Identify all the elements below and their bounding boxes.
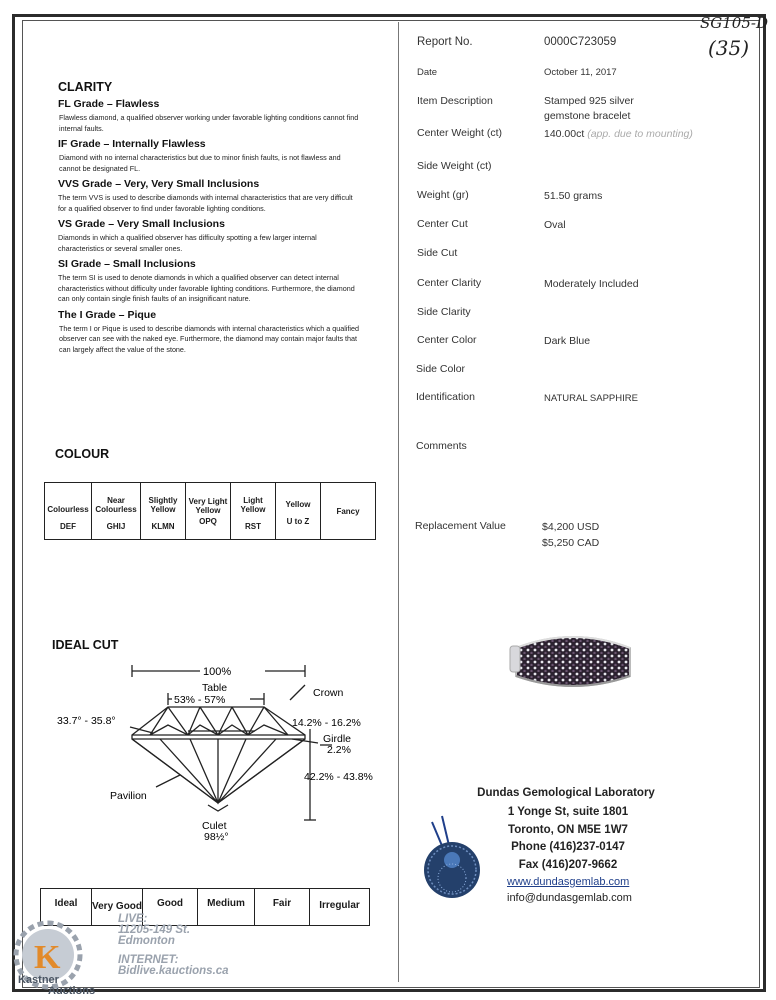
handwritten-code: SG105-D bbox=[700, 14, 768, 32]
label-comments: Comments bbox=[416, 440, 467, 452]
value-item-description-1: Stamped 925 silver bbox=[544, 95, 634, 107]
label-weight-gr: Weight (gr) bbox=[417, 189, 469, 201]
colour-scale-table bbox=[44, 482, 376, 540]
label-pavilion-depth: 42.2% - 43.8% bbox=[304, 771, 373, 783]
colour-cell-fancy bbox=[321, 483, 376, 540]
label-report-no: Report No. bbox=[417, 36, 473, 48]
lab-website-link[interactable]: www.dundasgemlab.com bbox=[507, 876, 630, 888]
colour-cell-near-colourless bbox=[92, 483, 141, 540]
value-date: October 11, 2017 bbox=[544, 67, 617, 78]
colour-title: COLOUR bbox=[55, 447, 110, 461]
value-weight-gr: 51.50 grams bbox=[544, 190, 603, 202]
cut-grade-fair bbox=[255, 889, 310, 926]
diamond-cut-diagram bbox=[40, 655, 390, 845]
lab-name: Dundas Gemological Laboratory bbox=[477, 787, 655, 799]
colour-cell-slightly-yellow bbox=[141, 483, 186, 540]
kastner-brand2: Auctions bbox=[48, 985, 96, 995]
label-side-clarity: Side Clarity bbox=[417, 306, 471, 318]
grade-heading: SI Grade – Small Inclusions bbox=[58, 258, 196, 270]
colour-code: OPQ bbox=[199, 516, 217, 526]
hologram-seal bbox=[418, 812, 488, 902]
value-report-no: 0000C723059 bbox=[544, 36, 617, 48]
colour-name: Fancy bbox=[336, 506, 360, 516]
value-center-weight bbox=[544, 128, 693, 140]
cut-grade-label: Good bbox=[156, 897, 184, 909]
grade-text: The term SI is used to denote diamonds in which a qualified observer can detect internal characteristics without difficulty under favorable lighting conditions. Furthermore, the diamond can only contain single finish faults of an insignificant nature. bbox=[58, 273, 355, 303]
label-culet-angle: 98½° bbox=[204, 831, 229, 843]
label-center-color: Center Color bbox=[417, 334, 477, 346]
clarity-title: CLARITY bbox=[58, 80, 113, 94]
label-girdle: Girdle bbox=[323, 733, 352, 745]
colour-cell-colourless bbox=[45, 483, 92, 540]
cut-grade-label: Medium bbox=[207, 897, 245, 909]
kastner-k-glyph: K bbox=[34, 939, 61, 976]
colour-cell-yellow bbox=[276, 483, 321, 540]
colour-name: Slightly Yellow bbox=[148, 495, 178, 514]
colour-code: KLMN bbox=[151, 521, 175, 531]
grade-heading: The I Grade – Pique bbox=[58, 308, 157, 321]
colour-name: Very Light Yellow bbox=[188, 496, 228, 515]
kastner-brand1: Kastner bbox=[18, 974, 59, 986]
watermark-internet-url: Bidlive.kauctions.ca bbox=[118, 965, 229, 977]
value-center-cut: Oval bbox=[544, 219, 566, 231]
label-crown-height: 14.2% - 16.2% bbox=[292, 717, 361, 729]
colour-cell-very-light-yellow bbox=[186, 483, 231, 540]
label-identification: Identification bbox=[416, 391, 475, 403]
colour-code: GHIJ bbox=[106, 521, 126, 531]
label-culet: Culet bbox=[202, 820, 227, 832]
label-replacement-value: Replacement Value bbox=[415, 520, 506, 532]
watermark-live-city: Edmonton bbox=[118, 935, 175, 947]
label-item-description: Item Description bbox=[417, 95, 493, 107]
bracelet-photo bbox=[498, 618, 648, 698]
grade-text: The term I or Pique is used to describe diamonds with internal characteristics which a qualified observer can see with the naked eye. Furthermore, the diamond may contain major faults that can largely affect the value of the stone. bbox=[59, 323, 360, 354]
lab-email: info@dundasgemlab.com bbox=[507, 892, 632, 904]
grade-text: Diamonds in which a qualified observer has difficulty spotting a few larger internal characteristics or several smaller ones. bbox=[58, 233, 317, 253]
label-crown-angle: 33.7° - 35.8° bbox=[57, 715, 116, 727]
cut-grade-label: Fair bbox=[272, 897, 292, 909]
label-girdle-pct: 2.2% bbox=[327, 744, 351, 756]
colour-code: U to Z bbox=[286, 517, 310, 526]
lab-address2: Toronto, ON M5E 1W7 bbox=[508, 824, 628, 836]
label-center-cut: Center Cut bbox=[417, 218, 468, 230]
colour-code: DEF bbox=[60, 522, 76, 531]
grade-text: The term VVS is used to describe diamonds with internal characteristics that are very difficult for a qualified observer to find under favorable lighting conditions. bbox=[58, 193, 353, 213]
cut-grade-label: Ideal bbox=[54, 897, 78, 909]
watermark-text bbox=[118, 914, 229, 977]
colour-name: Yellow bbox=[285, 500, 311, 509]
handwritten-number: (35) bbox=[708, 36, 750, 60]
colour-name: Colourless bbox=[47, 505, 89, 514]
cut-grade-label: Irregular bbox=[319, 899, 360, 911]
lab-address1: 1 Yonge St, suite 1801 bbox=[507, 806, 629, 818]
label-pavilion: Pavilion bbox=[110, 790, 147, 802]
value-item-description-2: gemstone bracelet bbox=[544, 110, 631, 122]
label-center-weight: Center Weight (ct) bbox=[417, 127, 502, 139]
kastner-logo bbox=[6, 915, 116, 995]
label-side-cut: Side Cut bbox=[417, 247, 458, 259]
grade-heading: VS Grade – Very Small Inclusions bbox=[58, 218, 225, 230]
grade-text: Diamond with no internal characteristics but due to minor finish faults, is not flawless and cannot be designated FL. bbox=[59, 153, 341, 173]
value-center-clarity: Moderately Included bbox=[544, 278, 639, 290]
grade-heading: VVS Grade – Very, Very Small Inclusions bbox=[58, 178, 260, 190]
label-width: 100% bbox=[203, 666, 232, 678]
value-replacement-usd: $4,200 USD bbox=[542, 521, 600, 533]
colour-name: Near Colourless bbox=[95, 495, 137, 514]
colour-code: RST bbox=[245, 521, 261, 531]
lab-fax: Fax (416)207-9662 bbox=[518, 859, 618, 871]
center-weight-number: 140.00ct bbox=[544, 128, 585, 140]
lab-phone: Phone (416)237-0147 bbox=[511, 841, 625, 853]
label-side-weight: Side Weight (ct) bbox=[417, 160, 492, 172]
value-replacement-cad: $5,250 CAD bbox=[542, 537, 600, 549]
grade-heading: FL Grade – Flawless bbox=[58, 98, 160, 110]
grade-text: Flawless diamond, a qualified observer working under favorable lighting conditions cannot find internal faults. bbox=[59, 113, 359, 133]
value-identification: NATURAL SAPPHIRE bbox=[544, 393, 638, 404]
value-center-color: Dark Blue bbox=[544, 335, 591, 347]
clarity-grades bbox=[58, 98, 364, 359]
center-weight-note: (app. due to mounting) bbox=[587, 128, 693, 140]
label-date: Date bbox=[417, 67, 438, 78]
label-side-color: Side Color bbox=[416, 363, 466, 375]
watermark-live-label: LIVE: bbox=[118, 913, 148, 925]
label-center-clarity: Center Clarity bbox=[417, 277, 482, 289]
label-table: Table bbox=[202, 682, 228, 694]
watermark-live-addr: 11205-149 St. bbox=[118, 924, 191, 936]
colour-cell-light-yellow bbox=[231, 483, 276, 540]
ideal-cut-title: IDEAL CUT bbox=[52, 638, 119, 652]
grade-heading: IF Grade – Internally Flawless bbox=[58, 138, 206, 150]
cut-grade-label: Very Good bbox=[92, 900, 143, 912]
label-table-range: 53% - 57% bbox=[174, 694, 226, 706]
colour-name: Light Yellow bbox=[240, 495, 266, 514]
watermark-internet-label: INTERNET: bbox=[118, 954, 179, 966]
label-crown: Crown bbox=[313, 687, 344, 699]
cut-grade-irregular bbox=[310, 889, 370, 926]
